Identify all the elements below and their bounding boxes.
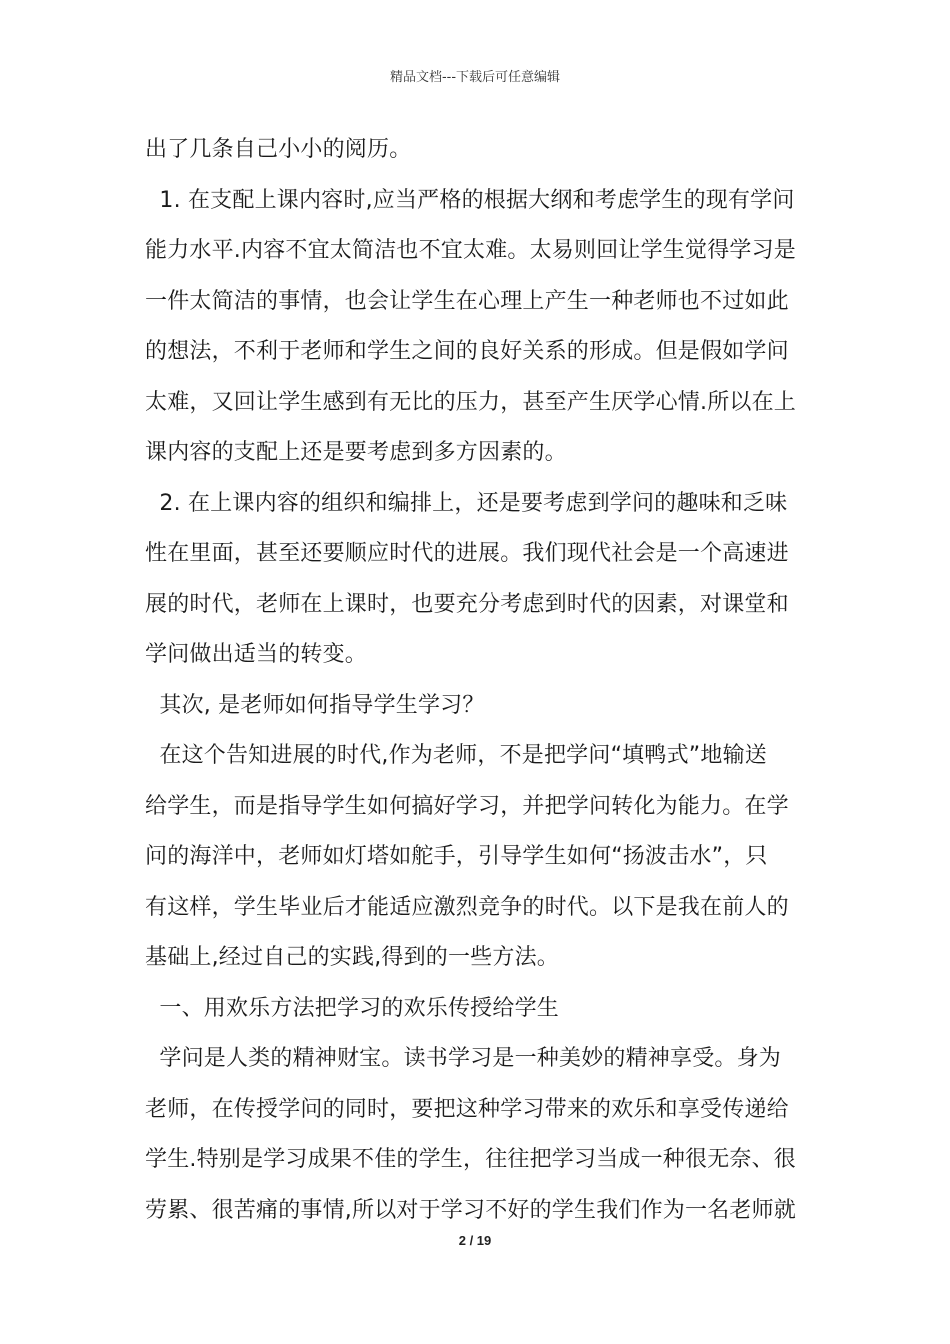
text-line: 学生.特别是学习成果不佳的学生，往往把学习当成一种很无奈、很 xyxy=(145,1147,796,1172)
text-line: 一、用欢乐方法把学习的欢乐传授给学生 xyxy=(145,995,559,1021)
text-line: 太难，又回让学生感到有无比的压力，甚至产生厌学心情.所以在上 xyxy=(145,389,796,415)
text-line: 出了几条自己小小的阅历。 xyxy=(145,137,412,162)
page-header: 精品文档---下载后可任意编辑 xyxy=(389,70,561,85)
text-line: 在这个告知进展的时代,作为老师，不是把学问“填鸭式”地输送 xyxy=(145,743,767,768)
page-number: 2 / 19 xyxy=(458,1233,492,1248)
text-line: 性在里面，甚至还要顺应时代的进展。我们现代社会是一个高速进 xyxy=(145,541,789,566)
text-line: 的想法，不利于老师和学生之间的良好关系的形成。但是假如学问 xyxy=(145,339,789,364)
text-line: 课内容的支配上还是要考虑到多方因素的。 xyxy=(145,440,567,465)
text-line: 有这样，学生毕业后才能适应激烈竞争的时代。以下是我在前人的 xyxy=(145,894,789,920)
text-line: 一件太简洁的事情，也会让学生在心理上产生一种老师也不过如此 xyxy=(145,288,789,314)
text-line: 学问是人类的精神财宝。读书学习是一种美妙的精神享受。身为 xyxy=(145,1046,781,1071)
text-line: 问的海洋中，老师如灯塔如舵手，引导学生如何“扬波击水”，只 xyxy=(145,844,768,869)
text-line: 1. 在支配上课内容时,应当严格的根据大纲和考虑学生的现有学问 xyxy=(145,187,795,213)
text-line: 学问做出适当的转变。 xyxy=(145,642,368,667)
text-line: 其次, 是老师如何指导学生学习？ xyxy=(145,692,485,718)
text-line: 展的时代，老师在上课时，也要充分考虑到时代的因素，对课堂和 xyxy=(145,591,789,617)
text-line: 能力水平.内容不宜太简洁也不宜太难。太易则回让学生觉得学习是 xyxy=(145,238,796,263)
document-body xyxy=(145,132,809,1243)
text-line: 劳累、很苦痛的事情,所以对于学习不好的学生我们作为一名老师就 xyxy=(145,1197,796,1223)
text-line: 给学生，而是指导学生如何搞好学习，并把学问转化为能力。在学 xyxy=(145,793,789,819)
text-line: 2. 在上课内容的组织和编排上，还是要考虑到学问的趣味和乏味 xyxy=(145,490,788,516)
text-line: 老师，在传授学问的同时，要把这种学习带来的欢乐和享受传递给 xyxy=(145,1096,789,1122)
text-line: 基础上,经过自己的实践,得到的一些方法。 xyxy=(145,945,559,970)
